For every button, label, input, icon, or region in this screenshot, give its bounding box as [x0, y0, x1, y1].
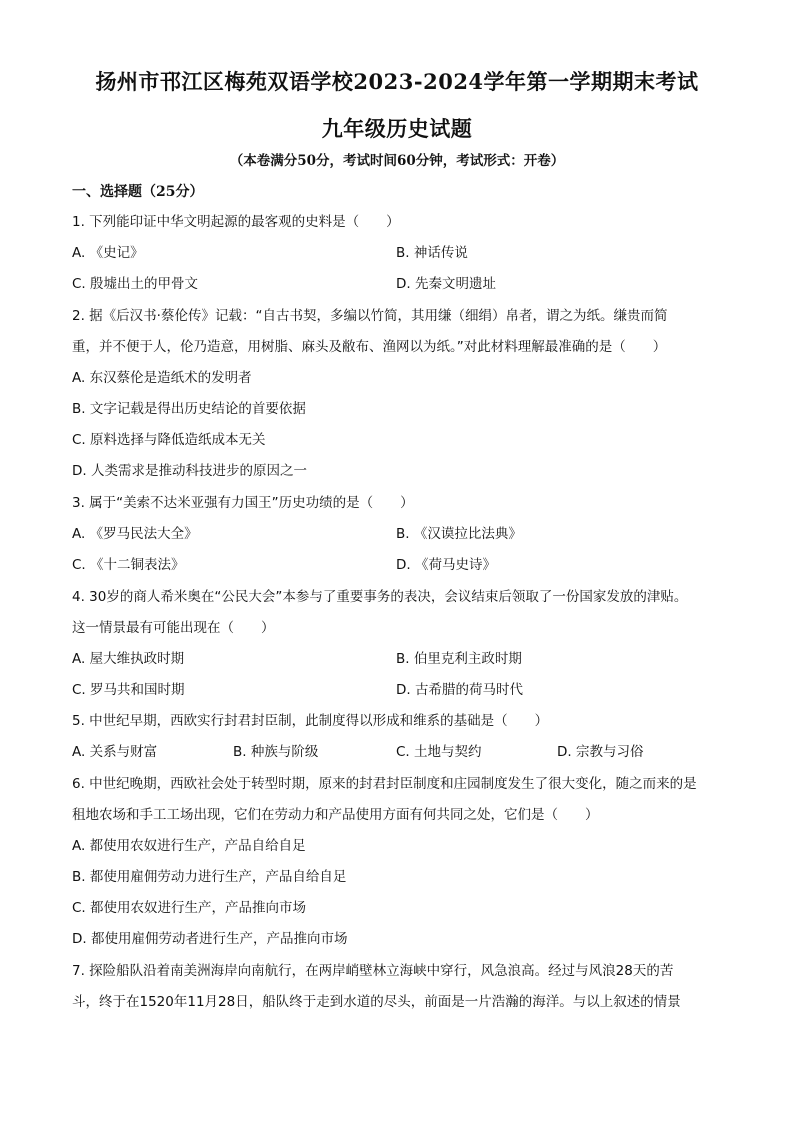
question-1-option-a: A. 《史记》	[72, 245, 144, 261]
question-5-stem: 5. 中世纪早期，西欧实行封君封臣制，此制度得以形成和维系的基础是（ ）	[72, 713, 549, 729]
question-2-stem-line-2: 重，并不便于人，伦乃造意，用树脂、麻头及敝布、渔网以为纸。”对此材料理解最准确的是（ ）	[72, 339, 667, 355]
question-1-option-b: B. 神话传说	[396, 245, 468, 261]
question-6-stem-line-2: 租地农场和手工工场出现，它们在劳动力和产品使用方面有何共同之处，它们是（ ）	[72, 807, 599, 823]
question-4-option-a: A. 屋大维执政时期	[72, 651, 185, 667]
exam-title: 扬州市邗江区梅苑双语学校2023-2024学年第一学期期末考试	[95, 69, 699, 94]
question-5-option-c: C. 土地与契约	[396, 744, 482, 760]
question-1-stem: 1. 下列能印证中华文明起源的最客观的史料是（ ）	[72, 214, 400, 230]
section-heading: 一、选择题（25分）	[72, 184, 204, 200]
question-1-option-d: D. 先秦文明遗址	[396, 276, 496, 292]
question-6-option-d: D. 都使用雇佣劳动者进行生产，产品推向市场	[72, 931, 348, 947]
question-3-stem: 3. 属于“美索不达米亚强有力国王”历史功绩的是（ ）	[72, 495, 414, 511]
question-4-option-b: B. 伯里克利主政时期	[396, 651, 522, 667]
question-5-option-d: D. 宗教与习俗	[557, 744, 644, 760]
exam-subject-title: 九年级历史试题	[321, 116, 473, 141]
question-6-option-c: C. 都使用农奴进行生产，产品推向市场	[72, 900, 307, 916]
question-7-stem-line-1: 7. 探险船队沿着南美洲海岸向南航行，在两岸峭壁林立海峡中穿行，风急浪高。经过与风浪28天的苦	[72, 963, 674, 979]
question-1-option-c: C. 殷墟出土的甲骨文	[72, 276, 199, 292]
question-3-option-a: A. 《罗马民法大全》	[72, 526, 198, 542]
question-7-stem-line-2: 斗，终于在1520年11月28日，船队终于走到水道的尽头，前面是一片浩瀚的海洋。与以上叙述的情景	[72, 994, 681, 1010]
question-2-option-b: B. 文字记载是得出历史结论的首要依据	[72, 401, 306, 417]
question-5-option-a: A. 关系与财富	[72, 744, 158, 760]
question-6-option-b: B. 都使用雇佣劳动力进行生产，产品自给自足	[72, 869, 347, 885]
question-4-stem-line-1: 4. 30岁的商人希米奥在“公民大会”本参与了重要事务的表决，会议结束后领取了一份国家发放的津贴。	[72, 589, 688, 605]
question-3-option-d: D. 《荷马史诗》	[396, 557, 496, 573]
question-2-option-c: C. 原料选择与降低造纸成本无关	[72, 432, 266, 448]
question-3-option-c: C. 《十二铜表法》	[72, 557, 185, 573]
question-4-option-c: C. 罗马共和国时期	[72, 682, 185, 698]
question-2-option-d: D. 人类需求是推动科技进步的原因之一	[72, 463, 307, 479]
question-2-option-a: A. 东汉蔡伦是造纸术的发明者	[72, 370, 252, 386]
question-6-stem-line-1: 6. 中世纪晚期，西欧社会处于转型时期，原来的封君封臣制度和庄园制度发生了很大变化，随之而来的是	[72, 776, 697, 792]
question-4-stem-line-2: 这一情景最有可能出现在（ ）	[72, 620, 275, 636]
question-5-option-b: B. 种族与阶级	[233, 744, 319, 760]
question-4-option-d: D. 古希腊的荷马时代	[396, 682, 523, 698]
exam-instructions: （本卷满分50分，考试时间60分钟，考试形式：开卷）	[229, 153, 565, 169]
question-6-option-a: A. 都使用农奴进行生产，产品自给自足	[72, 838, 306, 854]
question-3-option-b: B. 《汉谟拉比法典》	[396, 526, 522, 542]
question-2-stem-line-1: 2. 据《后汉书·蔡伦传》记载：“自古书契，多编以竹简，其用缣（细绢）帛者，谓之为纸。缣贵而简	[72, 308, 668, 324]
